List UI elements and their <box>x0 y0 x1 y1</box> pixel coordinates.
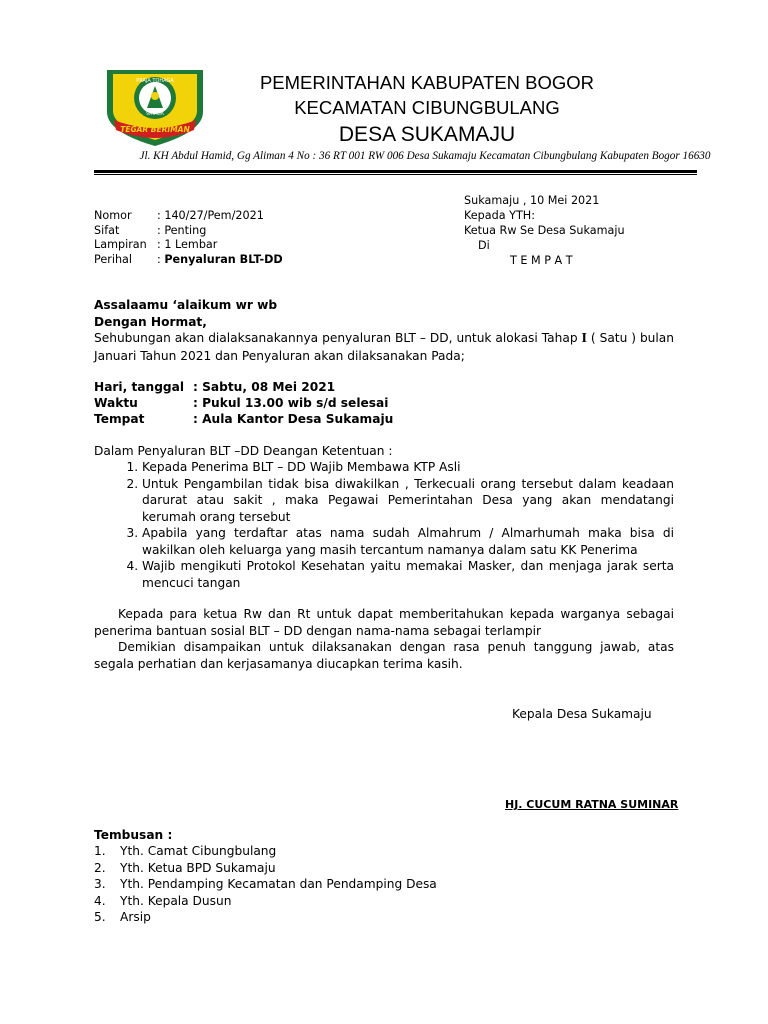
header-line2: KECAMATAN CIBUNGBULANG <box>294 97 560 118</box>
list-number: 3. <box>94 877 106 891</box>
list-number: 1. <box>94 844 106 858</box>
list-text: Yth. Ketua BPD Sukamaju <box>120 860 276 875</box>
perihal-value <box>157 252 283 267</box>
tempat-value: : Aula Kantor Desa Sukamaju <box>193 412 394 426</box>
header-line1: PEMERINTAHAN KABUPATEN BOGOR <box>259 72 595 93</box>
tempat-label: Tempat <box>94 412 145 426</box>
ketentuan-list <box>94 459 674 591</box>
tembusan-title: Tembusan : <box>94 828 173 842</box>
header-village: DESA SUKAMAJU <box>338 123 516 146</box>
intro-paragraph <box>94 330 674 364</box>
list-item: 1. Kepada Penerima BLT – DD Wajib Membawa KTP Asli <box>142 459 674 476</box>
list-item: 2. Untuk Pengambilan tidak bisa diwakilkan , Terkecuali orang tersebut dalam keadaan darurat atau sakit , maka Pegawai Pemerintahan Desa yang akan mendatangi kerumah orang tersebut <box>142 476 674 526</box>
list-number: 5. <box>94 910 106 924</box>
hari-value: : Sabtu, 08 Mei 2021 <box>193 380 336 394</box>
signature-title: Kepala Desa Sukamaju <box>512 707 652 721</box>
waktu-value: : Pukul 13.00 wib s/d selesai <box>193 396 389 410</box>
perihal-colon: : <box>157 253 161 266</box>
recipient-di: Di <box>478 239 490 252</box>
list-number: 2. <box>94 860 106 875</box>
nomor-label: Nomor <box>94 209 132 222</box>
greeting: Assalaamu ‘alaikum wr wb <box>94 298 278 312</box>
list-item <box>94 843 494 860</box>
list-item <box>94 876 494 893</box>
logo-text-mid: SAYAGA <box>146 112 164 117</box>
sifat-label: Sifat <box>94 224 120 237</box>
list-text: Yth. Pendamping Kecamatan dan Pendamping Desa <box>120 877 437 891</box>
sifat-value: : Penting <box>157 224 207 237</box>
header-address: Jl. KH Abdul Hamid, Gg Aliman 4 No : 36 RT 001 RW 006 Desa Sukamaju Kecamatan Cibungbulang Kabupaten Bogor 16630 <box>139 150 711 162</box>
recipient-name: Ketua Rw Se Desa Sukamaju <box>464 224 625 237</box>
paragraph-closing: Demikian disampaikan untuk dilaksanakan dengan rasa penuh tanggung jawab, atas segala perhatian dan kerjasamanya diucapkan terima kasih. <box>94 640 674 671</box>
list-item <box>94 893 494 910</box>
logo-text-top: PRAJA TOHAGA <box>136 78 174 84</box>
letter-date: Sukamaju , 10 Mei 2021 <box>464 194 600 207</box>
list-text: Arsip <box>120 910 151 924</box>
recipient-tempat: T E M P A T <box>510 254 573 267</box>
list-text: Yth. Camat Cibungbulang <box>120 844 277 858</box>
tembusan-list <box>94 843 494 926</box>
perihal-subject: Penyaluran BLT-DD <box>164 253 283 266</box>
list-item <box>94 860 494 877</box>
list-item: 4. Wajib mengikuti Protokol Kesehatan yaitu memakai Masker, dan menjaga jarak serta mencuci tangan <box>142 558 674 591</box>
waktu-label: Waktu <box>94 396 138 410</box>
list-text: Yth. Kepala Dusun <box>120 893 232 908</box>
logo-motto: TEGAR BERIMAN <box>120 125 190 134</box>
lampiran-value: : 1 Lembar <box>157 238 218 251</box>
hari-label: Hari, tanggal <box>94 380 185 394</box>
signatory-name: HJ. CUCUM RATNA SUMINAR <box>505 798 679 811</box>
ketentuan-title: Dalam Penyaluran BLT –DD Deangan Ketentuan : <box>94 444 393 458</box>
list-item: 3. Apabila yang terdaftar atas nama sudah Almahrum / Almarhumah maka bisa di wakilkan oleh keluarga yang masih tercantum namanya dalam satu KK Penerima <box>142 525 674 558</box>
recipient-kepada: Kepada YTH: <box>464 209 535 222</box>
list-number: 4. <box>94 893 106 908</box>
header-rule-thick <box>94 170 697 173</box>
lampiran-label: Lampiran <box>94 238 147 251</box>
header-rule-thin <box>94 174 697 175</box>
nomor-value: : 140/27/Pem/2021 <box>157 209 264 222</box>
intro-part-a: Sehubungan akan dialaksanakannya penyaluran BLT – DD, untuk alokasi Tahap <box>94 331 582 345</box>
intro-roman: I <box>581 331 587 346</box>
paragraph-ketua-rw: Kepada para ketua Rw dan Rt untuk dapat memberitahukan kepada warganya sebagai penerima bantuan sosial BLT – DD dengan nama-nama sebagai terlampir <box>94 607 674 638</box>
perihal-label: Perihal <box>94 253 132 266</box>
dengan-hormat: Dengan Hormat, <box>94 315 207 329</box>
list-item <box>94 909 494 926</box>
intro-part-b: ( Satu ) bulan Januari Tahun 2021 dan Penyaluran akan dilaksanakan Pada; <box>94 331 674 363</box>
